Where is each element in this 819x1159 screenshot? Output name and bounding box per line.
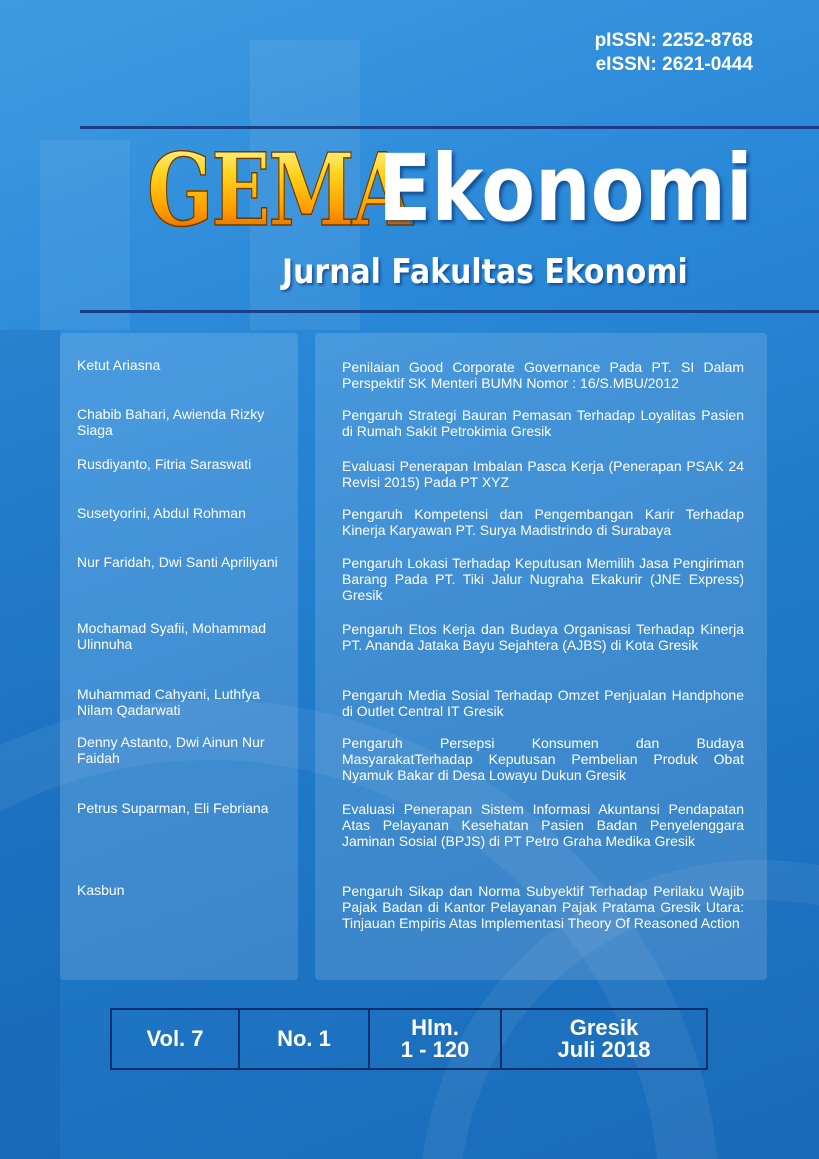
background-chart-bar [40,140,130,330]
pages-cell [370,1010,502,1068]
article-title: Evaluasi Penerapan Sistem Informasi Akuntansi Pendapatan Atas Pelayanan Kesehatan Pasien Badan Penyelenggara Jaminan Sosial (BPJS) di PT Petro Graha Medika Gresik [342,801,744,849]
article-authors: Petrus Suparman, Eli Febriana [77,800,269,816]
article-authors: Rusdiyanto, Fitria Saraswati [77,456,252,472]
top-divider [80,126,819,129]
print-issn: pISSN: 2252-8768 [594,30,753,51]
article-authors: Chabib Bahari, Awienda Rizky Siaga [77,406,265,438]
article-title: Evaluasi Penerapan Imbalan Pasca Kerja (Penerapan PSAK 24 Revisi 2015) Pada PT XYZ [342,458,744,490]
article-authors: Susetyorini, Abdul Rohman [77,505,246,521]
article-title: Pengaruh Media Sosial Terhadap Omzet Penjualan Handphone di Outlet Central IT Gresik [342,687,744,719]
brand-gema: GEMA [147,131,411,249]
electronic-issn: eISSN: 2621-0444 [595,54,753,75]
issue-number: No. 1 [277,1026,331,1051]
place-date-cell [502,1010,706,1068]
article-title: Penilaian Good Corporate Governance Pada PT. SI Dalam Perspektif SK Menteri BUMN Nomor : 16/S.MBU/2012 [342,359,744,391]
article-title: Pengaruh Persepsi Konsumen dan Budaya MasyarakatTerhadap Keputusan Pembelian Produk Obat Nyamuk Bakar di Desa Lowayu Dukun Gresik [342,735,744,783]
bottom-divider [80,310,819,313]
article-authors: Mochamad Syafii, Mohammad Ulinnuha [77,620,267,652]
article-title: Pengaruh Sikap dan Norma Subyektif Terhadap Perilaku Wajib Pajak Badan di Kantor Pelayanan Pajak Pratama Gresik Utara: Tinjauan Empiris Atas Implementasi Theory Of Reasoned Action [342,883,744,931]
number-cell [240,1010,370,1068]
article-authors: Ketut Ariasna [77,357,161,373]
brand-ekonomi: Ekonomi [378,135,753,242]
article-authors: Denny Astanto, Dwi Ainun Nur Faidah [77,734,265,766]
volume-cell [112,1010,240,1068]
article-title: Pengaruh Etos Kerja dan Budaya Organisasi Terhadap Kinerja PT. Ananda Jataka Bayu Sejahtera (AJBS) di Kota Gresik [342,621,744,653]
pages-range: 1 - 120 [400,1037,470,1062]
article-title: Pengaruh Lokasi Terhadap Keputusan Memilih Jasa Pengiriman Barang Pada PT. Tiki Jalur Nugraha Ekakurir (JNE Express) Gresik [342,555,744,603]
article-title: Pengaruh Strategi Bauran Pemasan Terhadap Loyalitas Pasien di Rumah Sakit Petrokimia Gresik [342,407,744,439]
publication-date: Juli 2018 [557,1037,651,1062]
article-title: Pengaruh Kompetensi dan Pengembangan Karir Terhadap Kinerja Karyawan PT. Surya Madistrindo di Surabaya [342,506,744,538]
article-authors: Kasbun [77,882,125,898]
pages-label: Hlm. [411,1015,459,1040]
article-authors: Nur Faridah, Dwi Santi Apriliyani [77,554,278,570]
journal-subtitle: Jurnal Fakultas Ekonomi [282,252,688,292]
volume: Vol. 7 [146,1026,204,1051]
article-authors: Muhammad Cahyani, Luthfya Nilam Qadarwati [77,686,260,718]
publication-city: Gresik [569,1015,639,1040]
issue-info-bar [110,1008,708,1070]
